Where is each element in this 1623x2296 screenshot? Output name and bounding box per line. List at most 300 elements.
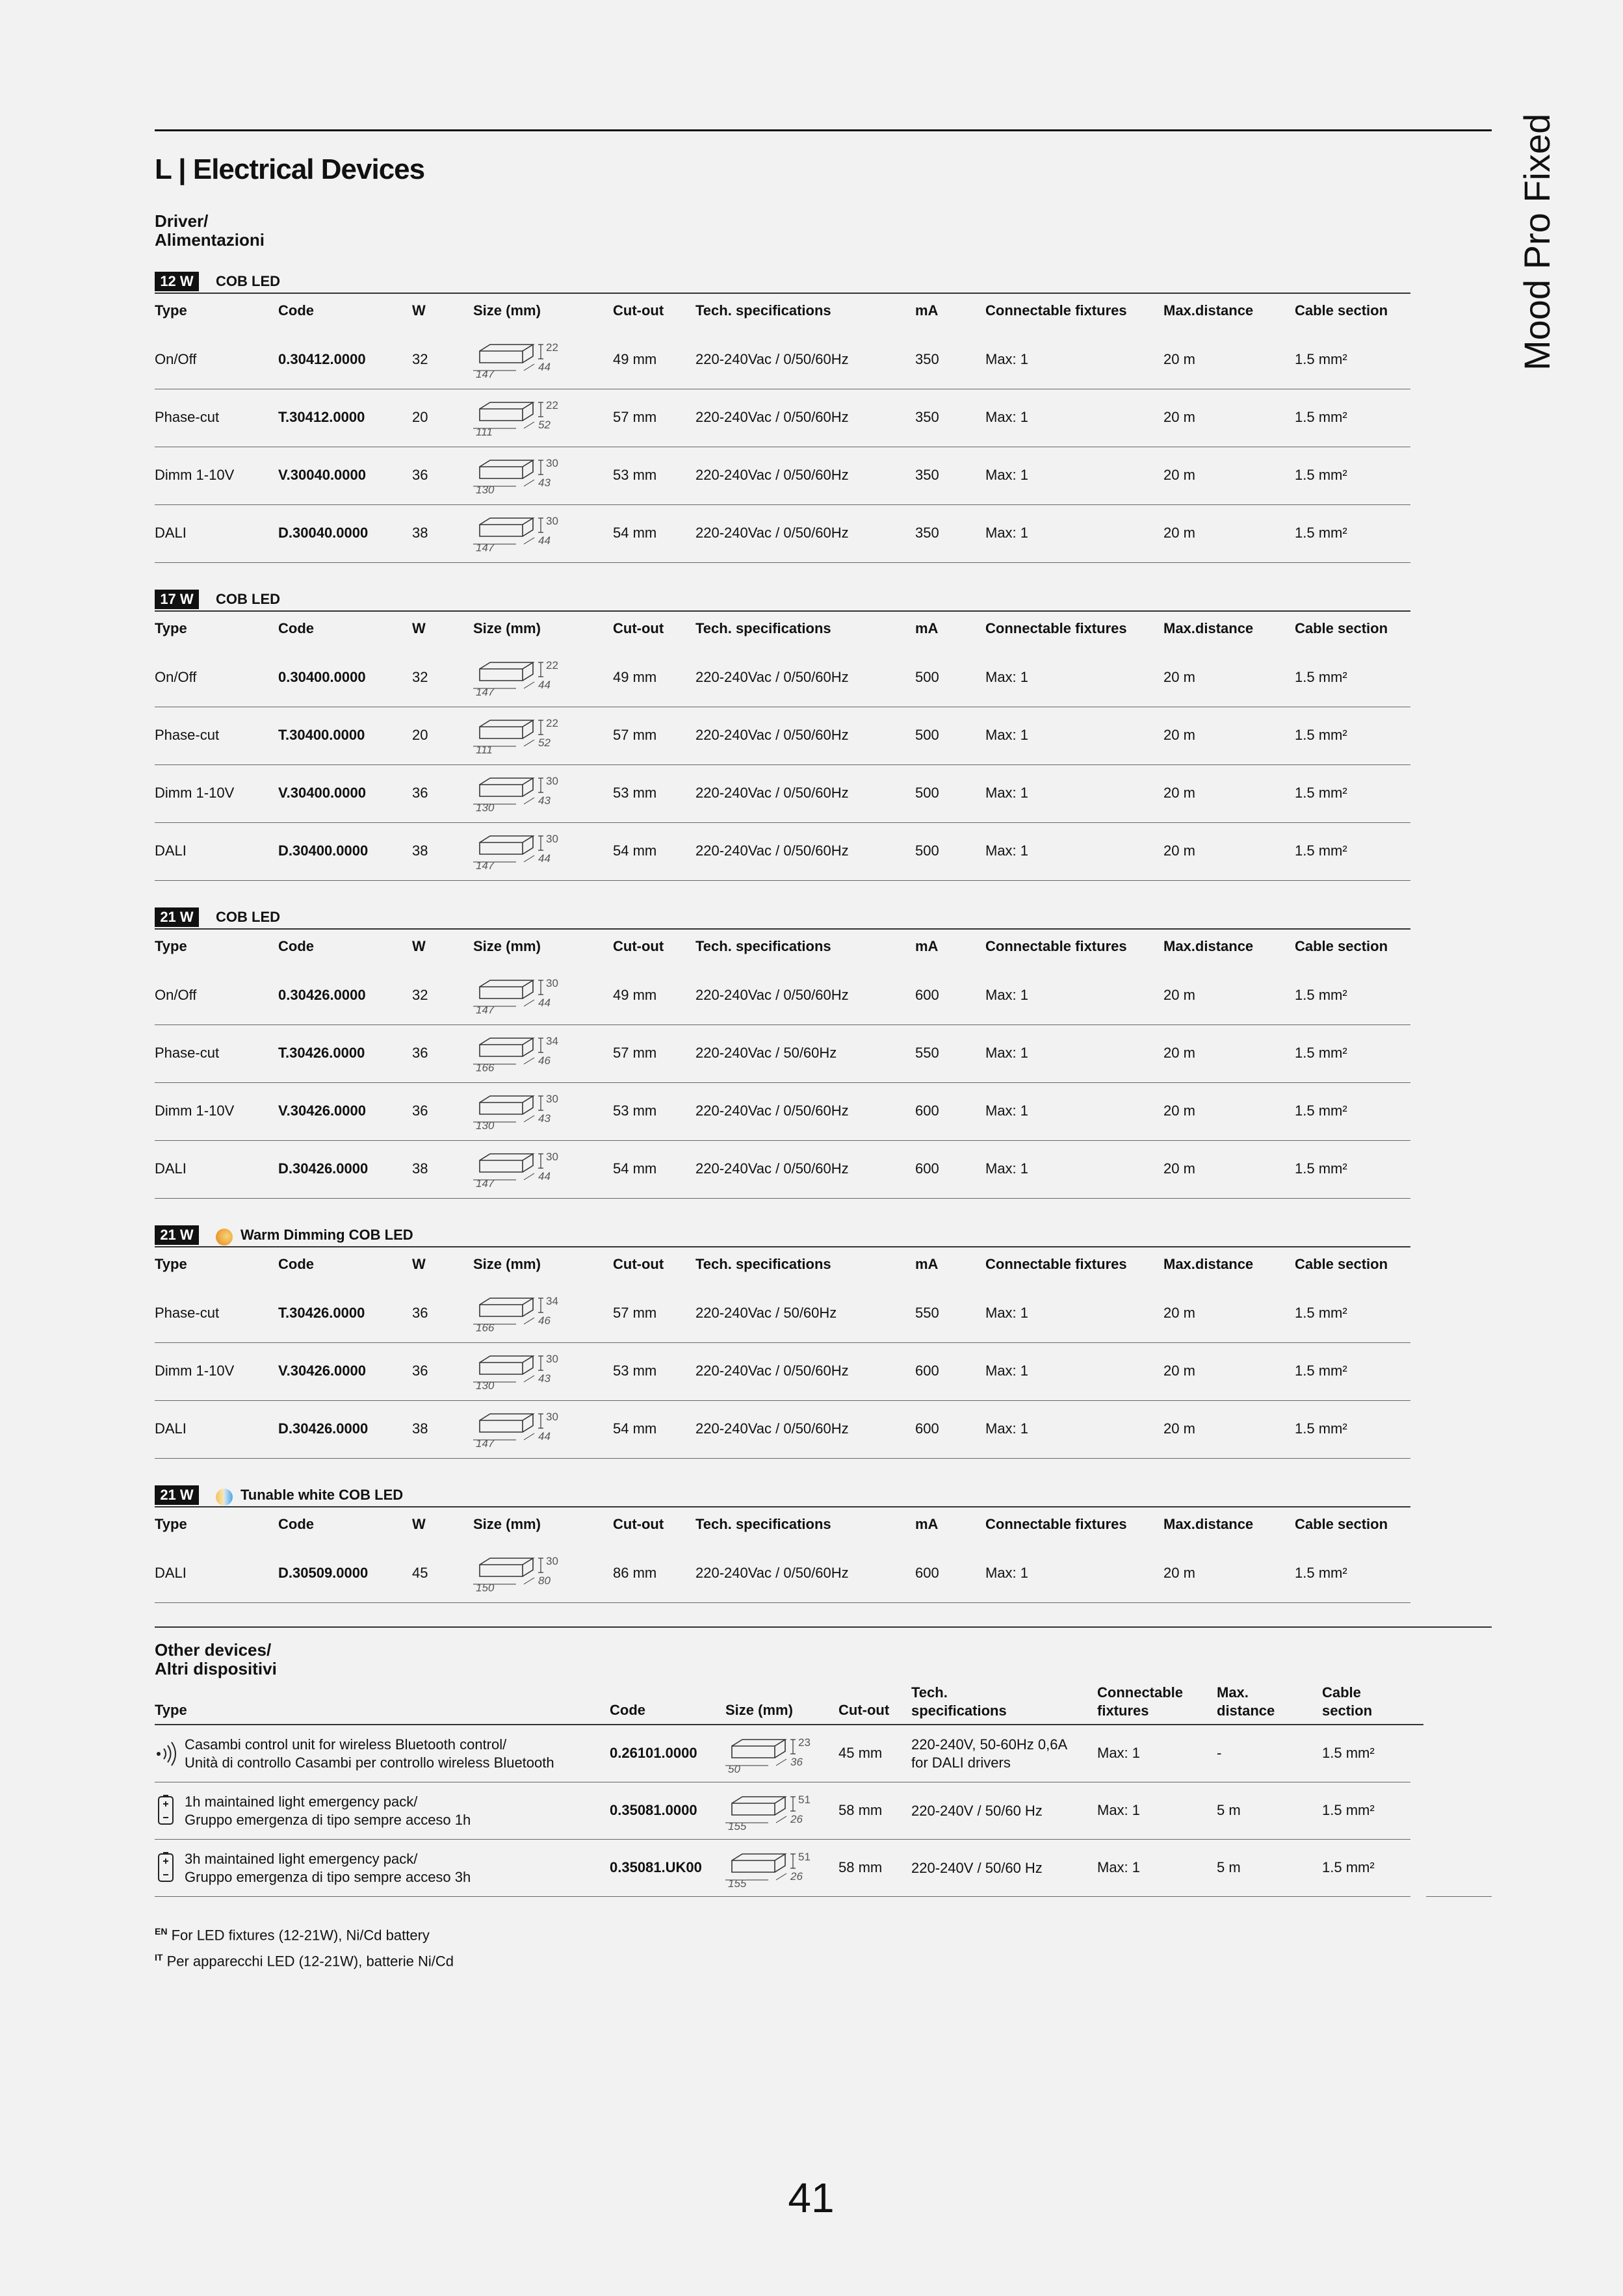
cell-watt: 45	[412, 1565, 428, 1581]
dimension-label: 22	[546, 341, 558, 354]
box-dimension-drawing	[723, 1732, 827, 1773]
bluetooth-icon	[155, 1737, 181, 1774]
group-title: Warm Dimming COB LED	[240, 1227, 413, 1243]
column-header-code: Code	[278, 1516, 314, 1532]
cell-cutout: 45 mm	[838, 1745, 883, 1761]
warm-dimming-icon	[216, 1229, 233, 1246]
cell-fixtures: Max: 1	[985, 1363, 1029, 1379]
cell-type: On/Off	[155, 351, 197, 367]
cell-watt: 38	[412, 1160, 428, 1177]
size-drawing	[471, 1290, 575, 1335]
row-rule-tail	[1426, 1896, 1492, 1897]
header-top-rule	[155, 928, 1410, 930]
dimension-label: 44	[538, 679, 551, 691]
table-row	[155, 765, 1410, 823]
cell-tech	[911, 1802, 1043, 1820]
size-drawing	[471, 712, 575, 757]
cell-tech: 220-240Vac / 0/50/60Hz	[695, 467, 849, 483]
cell-type	[185, 1793, 471, 1829]
cell-fixtures: Max: 1	[985, 669, 1029, 685]
column-header-watt: W	[412, 1516, 426, 1532]
cell-fixtures: Max: 1	[985, 467, 1029, 483]
wattage-badge: 21 W	[155, 1485, 199, 1505]
column-header-type: Type	[155, 1516, 187, 1532]
cell-code: 0.26101.0000	[610, 1745, 697, 1761]
dimension-label: 155	[728, 1820, 747, 1831]
column-header-cutout: Cut-out	[613, 1256, 664, 1272]
column-header-fixtures: Connectable fixtures	[985, 302, 1127, 319]
cell-cable: 1.5 mm²	[1322, 1745, 1375, 1761]
cell-code: 0.30426.0000	[278, 987, 366, 1003]
cell-type: DALI	[155, 1420, 187, 1437]
cell-tech: 220-240Vac / 0/50/60Hz	[695, 1160, 849, 1177]
dimension-label: 147	[476, 859, 495, 870]
cell-fixtures: Max: 1	[1097, 1859, 1141, 1875]
dimension-label: 147	[476, 1437, 495, 1448]
wattage-badge: 17 W	[155, 590, 199, 609]
box-dimension-drawing	[471, 770, 575, 812]
column-header-size: Size (mm)	[473, 302, 541, 319]
footnote-lang: EN	[155, 1926, 168, 1937]
dimension-label: 46	[538, 1054, 551, 1067]
dimension-label: 51	[798, 1851, 811, 1863]
cell-code: V.30426.0000	[278, 1363, 366, 1379]
dimension-label: 22	[546, 659, 558, 672]
cell-fixtures: Max: 1	[985, 1045, 1029, 1061]
header-line: distance	[1217, 1702, 1275, 1719]
cell-distance: 20 m	[1163, 1102, 1195, 1119]
column-header-distance: Max.distance	[1163, 302, 1254, 319]
box-dimension-drawing	[471, 1550, 575, 1592]
cell-ma: 350	[915, 467, 939, 483]
size-drawing	[471, 655, 575, 699]
table-row	[155, 1285, 1410, 1343]
cell-code: V.30426.0000	[278, 1102, 366, 1119]
cell-distance: 20 m	[1163, 785, 1195, 801]
cell-cutout: 57 mm	[613, 1305, 657, 1321]
cell-ma: 500	[915, 669, 939, 685]
column-header-cutout: Cut-out	[613, 302, 664, 319]
cell-fixtures: Max: 1	[1097, 1802, 1141, 1818]
group-header	[155, 269, 1410, 291]
box-dimension-drawing	[471, 1290, 575, 1332]
cell-cutout: 53 mm	[613, 467, 657, 483]
column-header-cable: Cable section	[1295, 938, 1388, 954]
table-row	[155, 1840, 1423, 1897]
cell-cable: 1.5 mm²	[1295, 409, 1347, 425]
cell-cutout: 57 mm	[613, 1045, 657, 1061]
cell-tech	[911, 1736, 1067, 1772]
column-header-ma: mA	[915, 1516, 939, 1532]
cell-watt: 36	[412, 1102, 428, 1119]
type-line: Gruppo emergenza di tipo sempre acceso 3h	[185, 1869, 471, 1885]
header-line: specifications	[911, 1702, 1007, 1719]
column-header-fixtures: Connectable fixtures	[985, 620, 1127, 636]
column-header-tech: Tech. specifications	[695, 1256, 831, 1272]
cell-cutout: 49 mm	[613, 987, 657, 1003]
cell-tech: 220-240Vac / 0/50/60Hz	[695, 1102, 849, 1119]
cell-distance: 20 m	[1163, 987, 1195, 1003]
dimension-label: 166	[476, 1062, 495, 1072]
box-dimension-drawing	[471, 1348, 575, 1390]
cell-distance: 20 m	[1163, 1045, 1195, 1061]
cell-cable: 1.5 mm²	[1322, 1859, 1375, 1875]
cell-ma: 600	[915, 1160, 939, 1177]
driver-group	[155, 587, 1410, 881]
dimension-label: 147	[476, 686, 495, 696]
dimension-label: 34	[546, 1035, 558, 1047]
wattage-badge: 21 W	[155, 907, 199, 927]
tech-line: 220-240V / 50/60 Hz	[911, 1803, 1043, 1819]
column-header-type: Type	[155, 302, 187, 319]
header-top-rule	[155, 293, 1410, 294]
cell-distance: 20 m	[1163, 1160, 1195, 1177]
dimension-label: 30	[546, 775, 558, 787]
cell-type	[185, 1736, 554, 1772]
other-heading-it: Altri dispositivi	[155, 1659, 277, 1678]
column-header-size: Size (mm)	[473, 620, 541, 636]
dimension-label: 43	[538, 476, 551, 489]
cell-distance: 20 m	[1163, 842, 1195, 859]
cell-ma: 600	[915, 1363, 939, 1379]
dimension-label: 43	[538, 1372, 551, 1385]
other-heading-en: Other devices/	[155, 1640, 272, 1660]
dimension-label: 147	[476, 368, 495, 378]
column-header-ma: mA	[915, 620, 939, 636]
column-header-fixtures: Connectable fixtures	[985, 938, 1127, 954]
dimension-label: 155	[728, 1877, 747, 1888]
dimension-label: 44	[538, 1430, 551, 1442]
cell-distance: 20 m	[1163, 1565, 1195, 1581]
table-row	[155, 823, 1410, 881]
column-header-tech	[911, 1684, 1007, 1720]
cell-watt: 36	[412, 1045, 428, 1061]
battery-icon	[155, 1851, 181, 1888]
cell-watt: 32	[412, 351, 428, 367]
cell-type: On/Off	[155, 669, 197, 685]
header-line: Cable	[1322, 1684, 1361, 1701]
dimension-label: 111	[476, 744, 493, 754]
box-dimension-drawing	[471, 712, 575, 754]
cell-fixtures: Max: 1	[985, 987, 1029, 1003]
cell-distance: 20 m	[1163, 1305, 1195, 1321]
dimension-label: 30	[546, 1093, 558, 1105]
box-dimension-drawing	[471, 1030, 575, 1072]
table-row	[155, 1782, 1423, 1840]
table-row	[155, 1083, 1410, 1141]
cell-cable: 1.5 mm²	[1295, 785, 1347, 801]
cell-distance: 20 m	[1163, 1420, 1195, 1437]
cell-ma: 500	[915, 785, 939, 801]
cell-code: 0.30412.0000	[278, 351, 366, 367]
cell-ma: 600	[915, 987, 939, 1003]
footnote-text: Per apparecchi LED (12-21W), batterie Ni/Cd	[166, 1953, 454, 1970]
cell-cutout: 57 mm	[613, 409, 657, 425]
cell-type: Dimm 1-10V	[155, 1363, 235, 1379]
column-header-cutout: Cut-out	[838, 1702, 890, 1718]
column-header-code: Code	[278, 938, 314, 954]
column-header-cable: Cable section	[1295, 1256, 1388, 1272]
column-header-fixtures: Connectable fixtures	[985, 1256, 1127, 1272]
dimension-label: 30	[546, 977, 558, 989]
group-header	[155, 905, 1410, 927]
header-line: Connectable	[1097, 1684, 1184, 1701]
cell-code: T.30412.0000	[278, 409, 365, 425]
cell-code: 0.30400.0000	[278, 669, 366, 685]
box-dimension-drawing	[471, 1146, 575, 1188]
cell-tech: 220-240Vac / 0/50/60Hz	[695, 842, 849, 859]
cell-cable: 1.5 mm²	[1295, 669, 1347, 685]
cell-cutout: 53 mm	[613, 1363, 657, 1379]
cell-cable: 1.5 mm²	[1295, 1160, 1347, 1177]
cell-cutout: 58 mm	[838, 1802, 883, 1818]
dimension-label: 43	[538, 794, 551, 807]
header-line: section	[1322, 1702, 1373, 1719]
vertical-product-title: Mood Pro Fixed	[1516, 113, 1557, 371]
column-header-tech: Tech. specifications	[695, 620, 831, 636]
box-dimension-drawing	[723, 1789, 827, 1831]
cell-tech: 220-240Vac / 50/60Hz	[695, 1045, 837, 1061]
size-drawing	[471, 972, 575, 1017]
cell-code: D.30040.0000	[278, 525, 369, 541]
footnote-text: For LED fixtures (12-21W), Ni/Cd battery	[171, 1927, 430, 1944]
dimension-label: 36	[790, 1756, 803, 1768]
box-dimension-drawing	[471, 1406, 575, 1448]
dimension-label: 52	[538, 737, 551, 749]
dimension-label: 130	[476, 484, 495, 494]
box-dimension-drawing	[471, 337, 575, 378]
cell-tech: 220-240Vac / 0/50/60Hz	[695, 1420, 849, 1437]
cell-type: On/Off	[155, 987, 197, 1003]
cell-cable: 1.5 mm²	[1322, 1802, 1375, 1818]
dimension-label: 30	[546, 457, 558, 469]
table-row	[155, 1343, 1410, 1401]
size-drawing	[471, 452, 575, 497]
dimension-label: 147	[476, 541, 495, 552]
cell-cable: 1.5 mm²	[1295, 1565, 1347, 1581]
cell-code: D.30509.0000	[278, 1565, 369, 1581]
dimension-label: 44	[538, 852, 551, 865]
column-header-fixtures: Connectable fixtures	[985, 1516, 1127, 1532]
row-rule	[155, 1198, 1410, 1199]
cell-tech: 220-240Vac / 0/50/60Hz	[695, 1565, 849, 1581]
tech-line: 220-240V / 50/60 Hz	[911, 1860, 1043, 1876]
dimension-label: 43	[538, 1112, 551, 1125]
cell-type: Dimm 1-10V	[155, 467, 235, 483]
cell-cable: 1.5 mm²	[1295, 842, 1347, 859]
cell-code: D.30426.0000	[278, 1160, 369, 1177]
column-header-tech: Tech. specifications	[695, 1516, 831, 1532]
cell-cutout: 57 mm	[613, 727, 657, 743]
cell-ma: 600	[915, 1565, 939, 1581]
cell-cable: 1.5 mm²	[1295, 987, 1347, 1003]
column-header-size: Size (mm)	[725, 1702, 793, 1718]
dimension-label: 44	[538, 361, 551, 373]
cell-fixtures: Max: 1	[985, 1420, 1029, 1437]
cell-distance: 20 m	[1163, 467, 1195, 483]
cell-tech: 220-240Vac / 0/50/60Hz	[695, 669, 849, 685]
header-line: Max.	[1217, 1684, 1249, 1701]
dimension-label: 147	[476, 1004, 495, 1014]
driver-heading-it: Alimentazioni	[155, 230, 265, 250]
column-header-type: Type	[155, 620, 187, 636]
dimension-label: 44	[538, 1170, 551, 1182]
size-drawing	[471, 337, 575, 382]
cell-cutout: 53 mm	[613, 1102, 657, 1119]
dimension-label: 44	[538, 997, 551, 1009]
page-number: 41	[788, 2174, 835, 2221]
type-line: Unità di controllo Casambi per controllo wireless Bluetooth	[185, 1755, 554, 1771]
group-title: COB LED	[216, 591, 280, 607]
column-header-cable: Cable section	[1295, 302, 1388, 319]
size-drawing	[471, 1030, 575, 1075]
table-row	[155, 332, 1410, 389]
cell-code: D.30400.0000	[278, 842, 369, 859]
column-header-type: Type	[155, 938, 187, 954]
cell-tech: 220-240Vac / 50/60Hz	[695, 1305, 837, 1321]
column-header-distance	[1217, 1684, 1275, 1720]
row-rule	[155, 880, 1410, 881]
dimension-label: 34	[546, 1295, 558, 1307]
dimension-label: 30	[546, 1411, 558, 1423]
type-line: 3h maintained light emergency pack/	[185, 1851, 418, 1867]
cell-fixtures: Max: 1	[985, 525, 1029, 541]
cell-cutout: 54 mm	[613, 1420, 657, 1437]
driver-group	[155, 1223, 1410, 1459]
table-row	[155, 447, 1410, 505]
dimension-label: 30	[546, 1353, 558, 1365]
cell-type: Phase-cut	[155, 1045, 220, 1061]
column-header-distance: Max.distance	[1163, 938, 1254, 954]
column-header-ma: mA	[915, 1256, 939, 1272]
cell-type: DALI	[155, 525, 187, 541]
cell-ma: 350	[915, 351, 939, 367]
header-line: fixtures	[1097, 1702, 1149, 1719]
cell-distance: 20 m	[1163, 351, 1195, 367]
column-header-tech: Tech. specifications	[695, 302, 831, 319]
dimension-label: 22	[546, 717, 558, 729]
table-row	[155, 1025, 1410, 1083]
footnotes	[155, 1920, 454, 1973]
cell-cutout: 58 mm	[838, 1859, 883, 1875]
row-rule	[155, 1458, 1410, 1459]
cell-type	[185, 1850, 471, 1886]
section-title: L | Electrical Devices	[155, 153, 425, 185]
cell-distance: 20 m	[1163, 409, 1195, 425]
cell-type: Dimm 1-10V	[155, 1102, 235, 1119]
cell-tech: 220-240Vac / 0/50/60Hz	[695, 409, 849, 425]
header-top-rule	[155, 610, 1410, 612]
dimension-label: 111	[476, 426, 493, 436]
cell-watt: 38	[412, 1420, 428, 1437]
group-header	[155, 587, 1410, 609]
cell-cutout: 86 mm	[613, 1565, 657, 1581]
column-header-type: Type	[155, 1702, 187, 1718]
row-rule	[155, 1602, 1410, 1603]
column-header-watt: W	[412, 938, 426, 954]
column-header-distance: Max.distance	[1163, 620, 1254, 636]
size-drawing	[723, 1846, 827, 1891]
box-dimension-drawing	[471, 828, 575, 870]
column-header-size: Size (mm)	[473, 938, 541, 954]
header-top-rule	[155, 1506, 1410, 1507]
cell-cable: 1.5 mm²	[1295, 727, 1347, 743]
footnote-it	[155, 1946, 454, 1972]
cell-cable: 1.5 mm²	[1295, 1363, 1347, 1379]
type-line: Casambi control unit for wireless Bluetooth control/	[185, 1736, 507, 1753]
cell-ma: 600	[915, 1102, 939, 1119]
column-header-type: Type	[155, 1256, 187, 1272]
section-divider	[155, 1626, 1492, 1628]
cell-distance: 20 m	[1163, 1363, 1195, 1379]
cell-type: DALI	[155, 842, 187, 859]
box-dimension-drawing	[471, 1088, 575, 1130]
cell-code: V.30400.0000	[278, 785, 366, 801]
dimension-label: 80	[538, 1574, 551, 1587]
wattage-badge: 12 W	[155, 272, 199, 291]
row-rule	[155, 1896, 1410, 1897]
cell-cutout: 54 mm	[613, 842, 657, 859]
cell-distance: 20 m	[1163, 727, 1195, 743]
dimension-label: 30	[546, 515, 558, 527]
cell-tech	[911, 1859, 1043, 1877]
group-title: COB LED	[216, 909, 280, 925]
cell-tech: 220-240Vac / 0/50/60Hz	[695, 727, 849, 743]
cell-distance: 5 m	[1217, 1802, 1241, 1818]
table-row	[155, 1545, 1410, 1603]
cell-fixtures: Max: 1	[985, 351, 1029, 367]
cell-tech: 220-240Vac / 0/50/60Hz	[695, 1363, 849, 1379]
top-rule	[155, 129, 1492, 131]
column-header-cutout: Cut-out	[613, 620, 664, 636]
footnote-lang: IT	[155, 1952, 163, 1963]
cell-distance: 20 m	[1163, 669, 1195, 685]
cell-watt: 36	[412, 467, 428, 483]
cell-cutout: 54 mm	[613, 1160, 657, 1177]
column-header-code: Code	[278, 302, 314, 319]
dimension-label: 166	[476, 1322, 495, 1332]
table-row	[155, 967, 1410, 1025]
cell-code: V.30040.0000	[278, 467, 366, 483]
type-line: 1h maintained light emergency pack/	[185, 1794, 418, 1810]
cell-watt: 38	[412, 842, 428, 859]
row-rule	[155, 562, 1410, 563]
size-drawing	[723, 1789, 827, 1834]
dimension-label: 26	[790, 1870, 803, 1883]
cell-code: T.30426.0000	[278, 1045, 365, 1061]
column-header-code: Code	[278, 620, 314, 636]
column-header-distance: Max.distance	[1163, 1516, 1254, 1532]
cell-type: Phase-cut	[155, 409, 220, 425]
dimension-label: 44	[538, 534, 551, 547]
group-title: Tunable white COB LED	[240, 1487, 404, 1503]
column-header-cutout: Cut-out	[613, 938, 664, 954]
column-header-size: Size (mm)	[473, 1516, 541, 1532]
cell-cable: 1.5 mm²	[1295, 1420, 1347, 1437]
column-header-code: Code	[610, 1702, 645, 1718]
size-drawing	[471, 1406, 575, 1451]
column-header-ma: mA	[915, 938, 939, 954]
column-header-cable: Cable section	[1295, 1516, 1388, 1532]
driver-heading-en: Driver/	[155, 211, 209, 231]
footnote-en	[155, 1920, 454, 1946]
cell-tech: 220-240Vac / 0/50/60Hz	[695, 351, 849, 367]
cell-tech: 220-240Vac / 0/50/60Hz	[695, 785, 849, 801]
column-header-watt: W	[412, 302, 426, 319]
type-line: Gruppo emergenza di tipo sempre acceso 1h	[185, 1812, 471, 1828]
driver-heading	[155, 212, 265, 250]
tech-line: 220-240V, 50-60Hz 0,6A	[911, 1736, 1068, 1753]
